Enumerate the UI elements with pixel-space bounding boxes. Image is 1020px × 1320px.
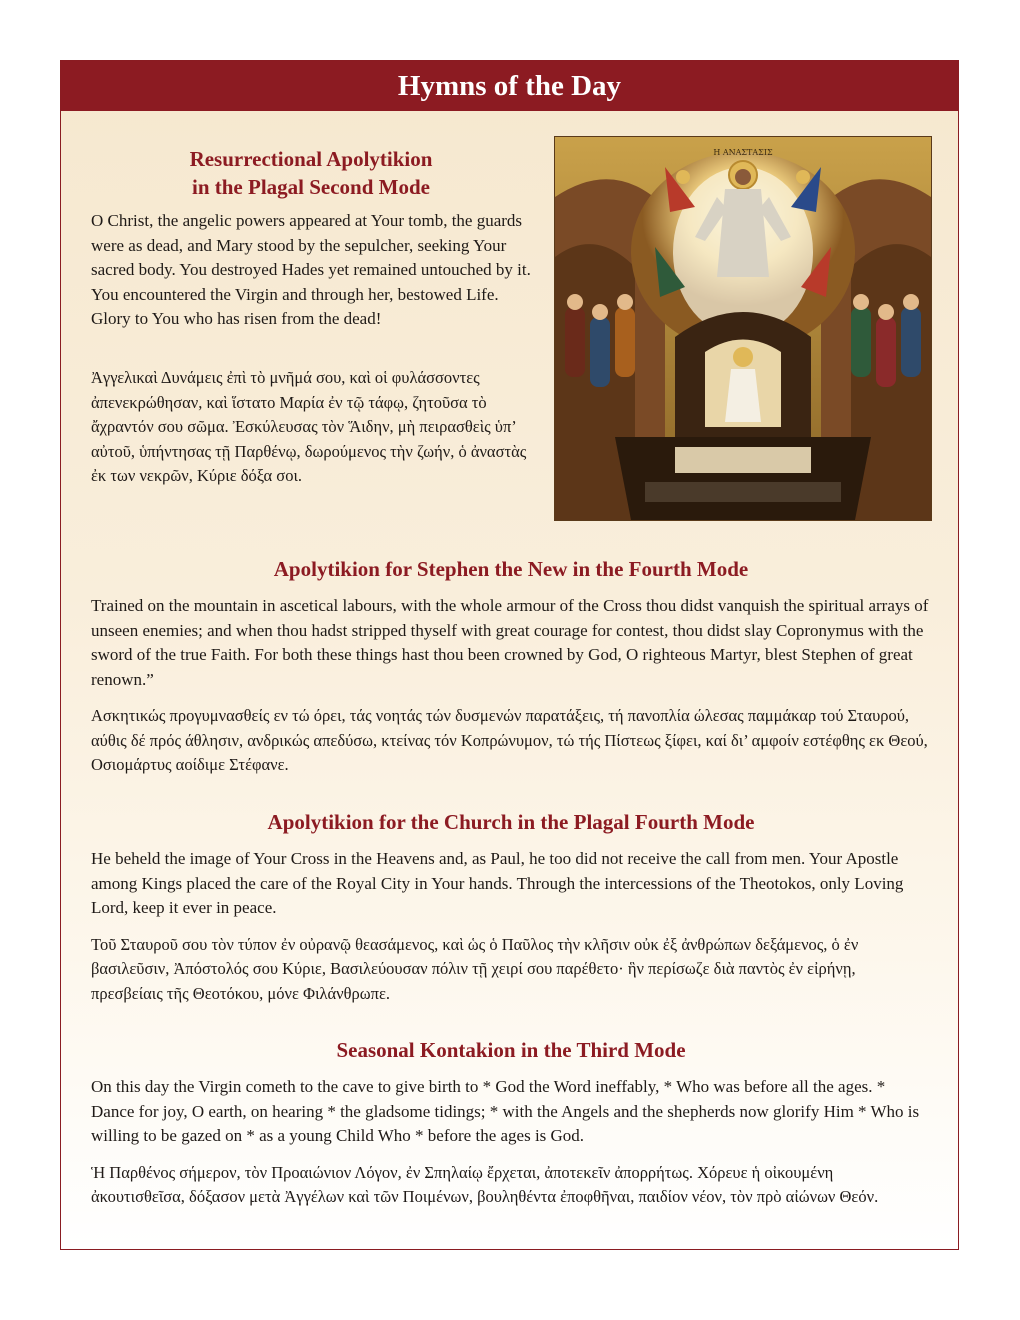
church-apolytikion-english: He beheld the image of Your Cross in the Heavens and, as Paul, he too did not receive the call from men. Your Apostle among Kings placed the care of the Royal City in Your hands. Through the intercessions of the Theotokos, only Loving Lord, keep it ever in peace. <box>91 849 904 917</box>
stephen-apolytikion-heading: Apolytikion for Stephen the New in the Fourth Mode <box>273 557 749 581</box>
heading-line-1: Resurrectional Apolytikion <box>189 147 433 171</box>
kontakion-section <box>91 1037 931 1210</box>
kontakion-greek: Ἡ Παρθένος σήμερον, τὸν Προαιώνιον Λόγον, ἐν Σπηλαίῳ ἔρχεται, ἀποτεκεῖν ἀπορρήτως. Χόρευε ἡ οἰκουμένη ἀκουτισθεῖσα, δόξασον μετὰ Ἀγγέλων καὶ τῶν Ποιμένων, βουληθέντα ἐποφθῆναι, παιδίον νέον, τὸν πρὸ αἰώνων Θεόν. <box>91 1162 879 1206</box>
stephen-apolytikion-section <box>91 556 931 778</box>
page-title: Hymns of the Day <box>61 61 958 111</box>
resurrection-icon-image <box>554 136 932 521</box>
resurrectional-apolytikion-greek: Ἀγγελικαὶ Δυνάμεις ἐπὶ τὸ μνῆμά σου, καὶ οἱ φυλάσσοντες ἀπενεκρώθησαν, καὶ ἵστατο Μαρία ἐν τῷ τάφῳ, ζητοῦσα τὸ ἄχραντόν σου σῶμα. Ἐσκύλευσας τὸν Ἅιδην, μὴ πειρασθεὶς ὑπ’ αὐτοῦ, ὑπήντησας τῇ Παρθένῳ, δωρούμενος τὴν ζωήν, ὁ ἀναστὰς ἐκ των νεκρῶν, Κύριε δόξα σοι. <box>91 368 527 485</box>
church-apolytikion-greek: Τοῦ Σταυροῦ σου τὸν τύπον ἐν οὐρανῷ θεασάμενος, καὶ ὡς ὁ Παῦλος τὴν κλῆσιν οὐκ ἐξ ἀνθρώπων δεξάμενος, ὁ ἐν βασιλεῦσιν, Ἀπόστολός σου Κύριε, Βασιλεύουσαν πόλιν τῇ χειρί σου παρέθετο· ἣν περίσωζε διὰ παντὸς ἐν εἰρήνῃ, πρεσβείαις τῆς Θεοτόκου, μόνε Φιλάνθρωπε. <box>91 934 859 1003</box>
hymns-panel <box>60 60 959 1250</box>
resurrectional-apolytikion-english: O Christ, the angelic powers appeared at Your tomb, the guards were as dead, and Mary stood by the sepulcher, seeking Your sacred body. You destroyed Hades yet remained untouched by it. You encountered the Virgin and through her, bestowed Life. Glory to You who has risen from the dead! <box>91 211 531 328</box>
stephen-apolytikion-english: Trained on the mountain in ascetical labours, with the whole armour of the Cross thou didst vanquish the spiritual arrays of unseen enemies; and when thou hadst stripped thyself with great courage for contest, thou didst slay Copronymus with the sword of the true Faith. For both these things hast thou been crowned by God, O righteous Martyr, blest Stephen of great renown.” <box>91 596 929 689</box>
kontakion-heading: Seasonal Kontakion in the Third Mode <box>336 1038 686 1062</box>
stephen-apolytikion-greek: Ασκητικώς προγυμνασθείς εν τώ όρει, τάς νοητάς τών δυσμενών παρατάξεις, τή πανοπλία ώλεσας παμμάκαρ τού Σταυρού, αύθις δέ πρός άθλησιν, ανδρικώς απεδύσω, κτείνας τόν Κοπρώνυμον, τώ τής Πίστεως ξίφει, καί δι’ αμφοίν εστέφθης εκ Θεού, Οσιομάρτυς αοίδιμε Στέφανε. <box>91 706 928 774</box>
kontakion-english: On this day the Virgin cometh to the cave to give birth to * God the Word ineffably, * Who was before all the ages. * Dance for joy, O earth, on hearing * the gladsome tidings; * with the Angels and the shepherds now glorify Him * Who is willing to be gazed on * as a young Child Who * before the ages is God. <box>91 1077 920 1145</box>
church-apolytikion-section <box>91 809 931 1006</box>
church-apolytikion-heading: Apolytikion for the Church in the Plagal Fourth Mode <box>267 810 755 834</box>
icon-inscription: Η ΑΝΑΣΤΑΣΙΣ <box>713 148 773 157</box>
heading-line-2: in the Plagal Second Mode <box>191 175 430 199</box>
resurrectional-apolytikion-heading <box>131 145 491 201</box>
